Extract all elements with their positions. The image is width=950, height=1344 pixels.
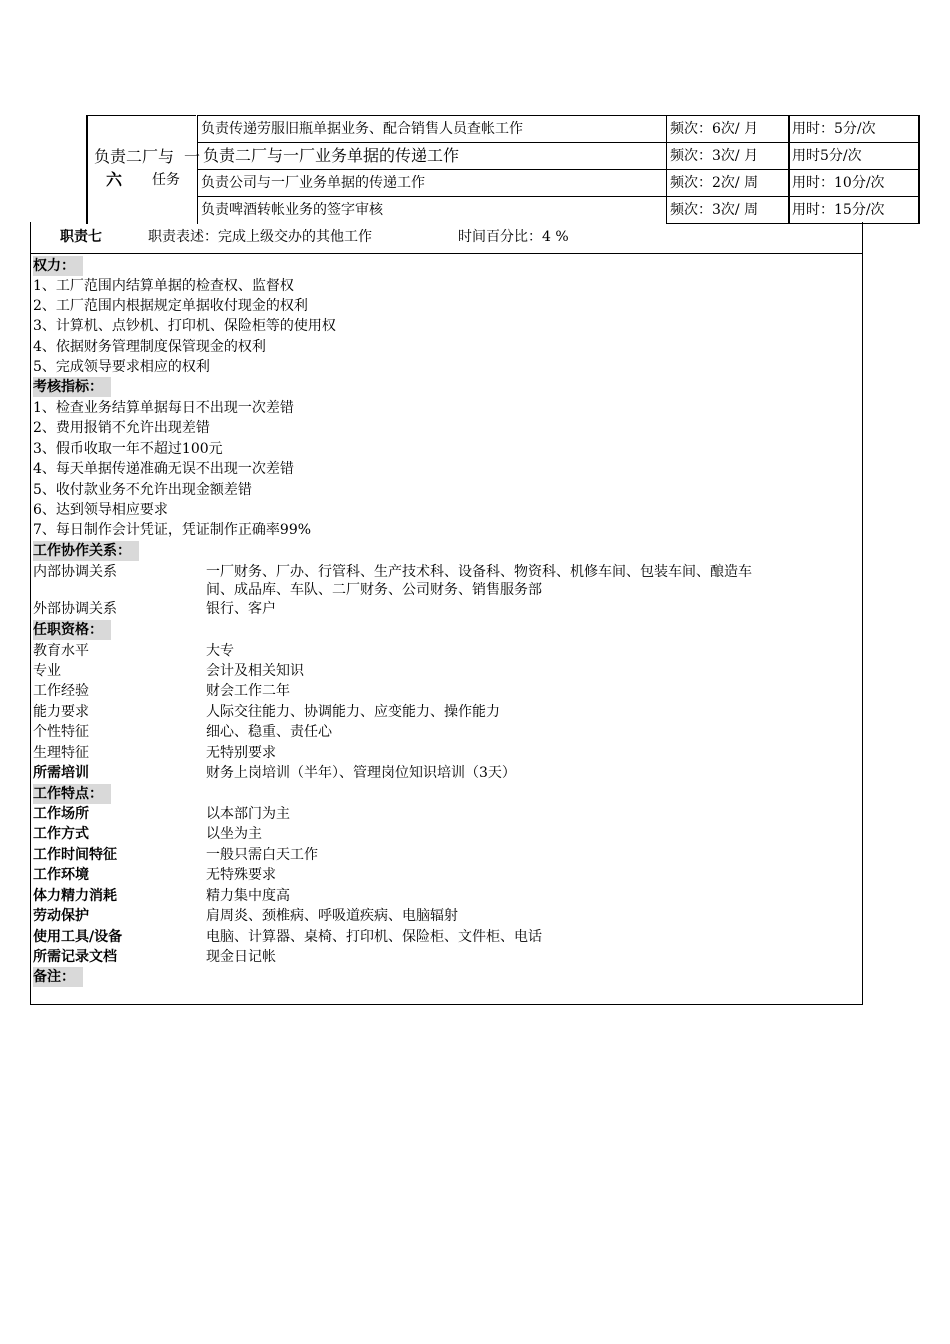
- qualification-value-major: 会计及相关知识: [206, 663, 304, 679]
- kpi-item-6: 6、达到领导相应要求: [33, 502, 168, 518]
- qualification-label-physiology: 生理特征: [33, 745, 89, 761]
- internal-coordination-line2: 间、成品库、车队、二厂财务、公司财务、销售服务部: [206, 582, 542, 598]
- task-cell-4: 负责啤酒转帐业务的签字审核: [201, 202, 383, 218]
- external-coordination-value: 银行、客户: [206, 601, 276, 617]
- duty-seven-description: 职责表述：完成上级交办的其他工作: [148, 229, 372, 245]
- kpi-item-7: 7、每日制作会计凭证，凭证制作正确率99%: [33, 522, 312, 538]
- table-border-top-left: [86, 115, 196, 116]
- feature-label-tools: 使用工具/设备: [33, 929, 123, 945]
- feature-value-energy: 精力集中度高: [206, 888, 290, 904]
- row-divider-2: [197, 169, 920, 170]
- feature-value-documents: 现金日记帐: [206, 949, 276, 965]
- duty-six-label-number: 六: [106, 170, 123, 189]
- duty-seven-label: 职责七: [60, 229, 102, 245]
- qualification-label-education: 教育水平: [33, 643, 89, 659]
- row-divider-1: [197, 142, 920, 143]
- feature-label-location: 工作场所: [33, 806, 89, 822]
- time-column-divider: [788, 115, 790, 224]
- table-border-left: [86, 115, 88, 224]
- duty-six-label-task: 任务: [152, 172, 180, 188]
- duty-six-label-line1: 负责二厂与: [94, 147, 175, 166]
- duty-six-label-dash: 一: [184, 147, 201, 166]
- authority-item-1: 1、工厂范围内结算单据的检查权、监督权: [33, 278, 294, 294]
- qualification-label-major: 专业: [33, 663, 61, 679]
- qualification-value-education: 大专: [206, 643, 234, 659]
- duty-seven-percent: 时间百分比：4 %: [458, 229, 569, 245]
- feature-value-location: 以本部门为主: [206, 806, 290, 822]
- duty-six-table: [86, 115, 920, 224]
- authority-item-5: 5、完成领导要求相应的权利: [33, 359, 210, 375]
- table-border-top: [197, 115, 920, 116]
- qualification-heading: 任职资格：: [33, 620, 111, 640]
- kpi-heading: 考核指标：: [33, 377, 111, 397]
- external-coordination-label: 外部协调关系: [33, 601, 117, 617]
- feature-value-tools: 电脑、计算器、桌椅、打印机、保险柜、文件柜、电话: [206, 929, 542, 945]
- feature-label-documents: 所需记录文档: [33, 949, 117, 965]
- time-cell-2: 用时5分/次: [792, 148, 862, 164]
- time-cell-3: 用时：10分/次: [792, 175, 885, 191]
- kpi-item-2: 2、费用报销不允许出现差错: [33, 420, 210, 436]
- freq-cell-4: 频次：3次/ 周: [670, 202, 759, 218]
- feature-label-mode: 工作方式: [33, 826, 89, 842]
- freq-cell-3: 频次：2次/ 周: [670, 175, 759, 191]
- qualification-label-experience: 工作经验: [33, 683, 89, 699]
- kpi-item-4: 4、每天单据传递准确无误不出现一次差错: [33, 461, 294, 477]
- authority-item-2: 2、工厂范围内根据规定单据收付现金的权利: [33, 298, 308, 314]
- feature-value-time: 一般只需白天工作: [206, 847, 318, 863]
- remarks-heading: 备注：: [33, 967, 83, 987]
- duty-seven-divider: [30, 253, 863, 254]
- qualification-value-experience: 财会工作二年: [206, 683, 290, 699]
- feature-value-mode: 以坐为主: [206, 826, 262, 842]
- qualification-value-personality: 细心、稳重、责任心: [206, 724, 332, 740]
- task-cell-3: 负责公司与一厂业务单据的传递工作: [201, 175, 425, 191]
- cooperation-heading: 工作协作关系：: [33, 541, 139, 561]
- authority-item-3: 3、计算机、点钞机、打印机、保险柜等的使用权: [33, 318, 336, 334]
- feature-label-energy: 体力精力消耗: [33, 888, 117, 904]
- internal-coordination-line1: 一厂财务、厂办、行管科、生产技术科、设备科、物资科、机修车间、包装车间、酿造车: [206, 564, 752, 580]
- feature-label-protection: 劳动保护: [33, 908, 89, 924]
- feature-value-environment: 无特殊要求: [206, 867, 276, 883]
- qualification-value-training: 财务上岗培训（半年）、管理岗位知识培训（3天）: [206, 765, 516, 781]
- qualification-value-ability: 人际交往能力、协调能力、应变能力、操作能力: [206, 704, 500, 720]
- row-divider-3: [197, 196, 920, 197]
- time-cell-1: 用时：5分/次: [792, 121, 876, 137]
- task-cell-1: 负责传递劳服旧瓶单据业务、配合销售人员查帐工作: [201, 121, 523, 137]
- feature-label-time: 工作时间特征: [33, 847, 117, 863]
- feature-value-protection: 肩周炎、颈椎病、呼吸道疾病、电脑辐射: [206, 908, 458, 924]
- freq-cell-2: 频次：3次/ 月: [670, 148, 759, 164]
- authority-heading: 权力：: [33, 256, 83, 276]
- qualification-label-personality: 个性特征: [33, 724, 89, 740]
- internal-coordination-label: 内部协调关系: [33, 564, 117, 580]
- qualification-label-training: 所需培训: [33, 765, 89, 781]
- feature-label-environment: 工作环境: [33, 867, 89, 883]
- table-border-right: [918, 115, 920, 224]
- kpi-item-1: 1、检查业务结算单据每日不出现一次差错: [33, 400, 294, 416]
- qualification-value-physiology: 无特别要求: [206, 745, 276, 761]
- qualification-label-ability: 能力要求: [33, 704, 89, 720]
- freq-column-divider: [666, 115, 667, 224]
- kpi-item-5: 5、收付款业务不允许出现金额差错: [33, 482, 252, 498]
- authority-item-4: 4、依据财务管理制度保管现金的权利: [33, 339, 266, 355]
- freq-cell-1: 频次：6次/ 月: [670, 121, 759, 137]
- features-heading: 工作特点：: [33, 784, 111, 804]
- kpi-item-3: 3、假币收取一年不超过100元: [33, 441, 223, 457]
- task-cell-2: 负责二厂与一厂业务单据的传递工作: [203, 146, 460, 165]
- time-cell-4: 用时：15分/次: [792, 202, 885, 218]
